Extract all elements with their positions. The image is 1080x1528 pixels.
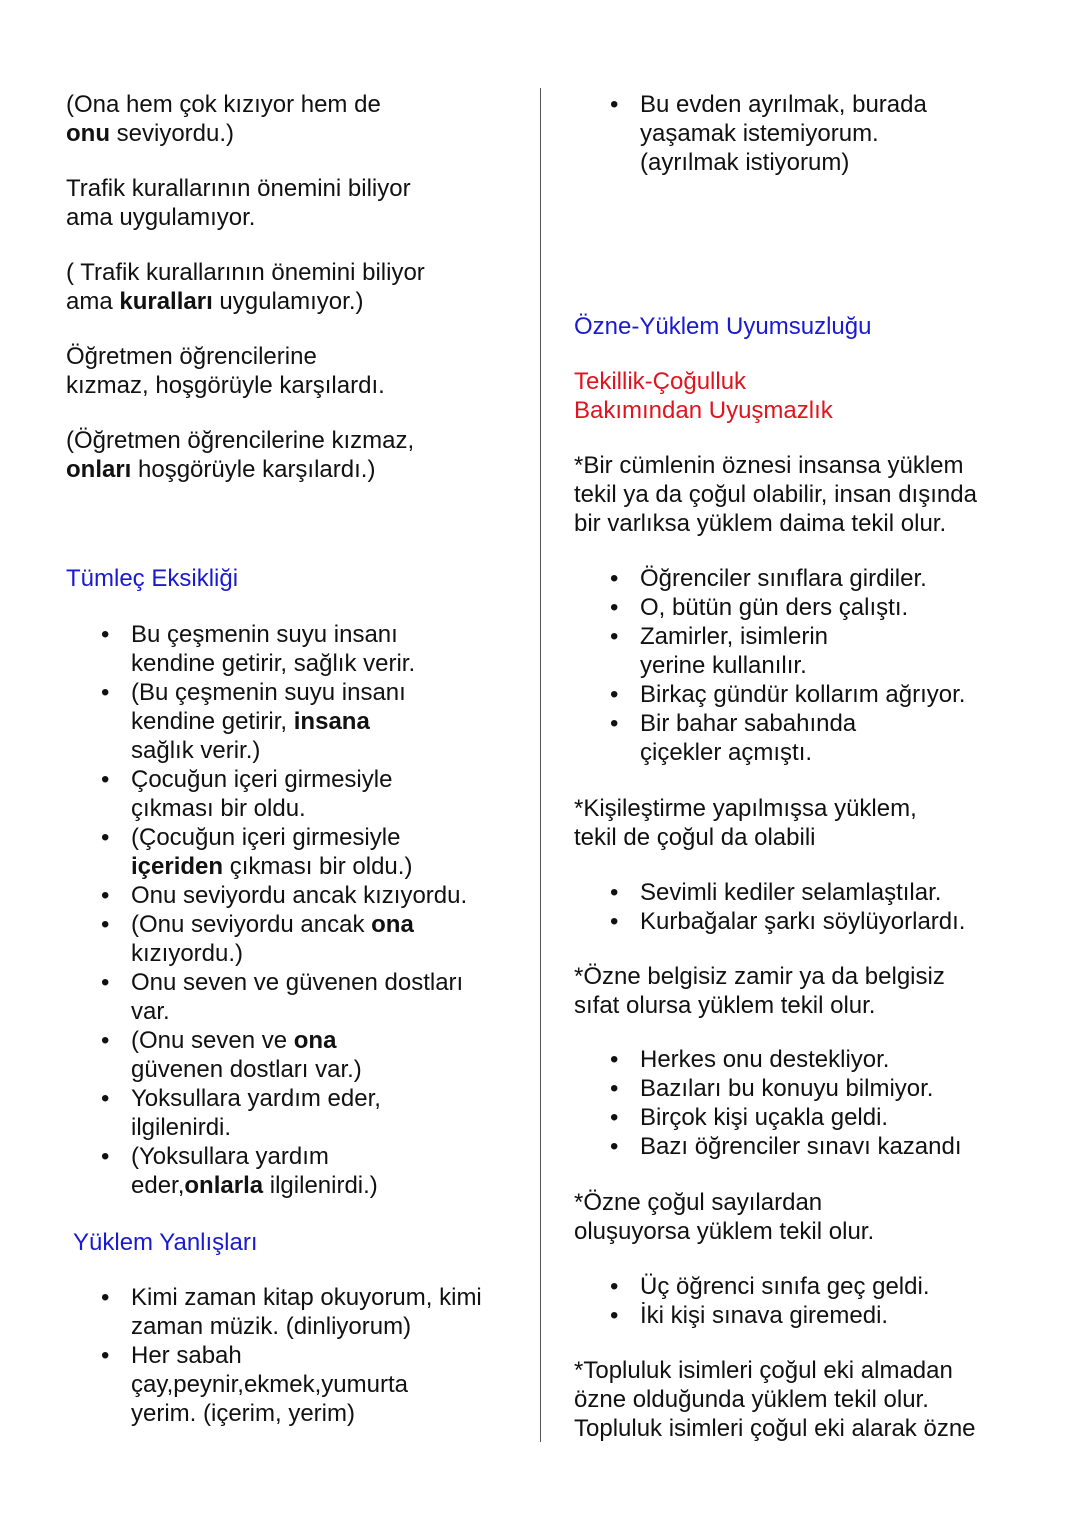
text-line	[640, 1103, 962, 1132]
text-line	[131, 997, 467, 1026]
paragraph	[574, 794, 917, 852]
bullet-icon: •	[101, 824, 110, 851]
text-segment: (Ona hem çok kızıyor hem de	[66, 91, 381, 118]
text-segment: Bu evden ayrılmak, burada	[640, 91, 927, 118]
paragraph	[66, 426, 414, 484]
paragraph	[66, 342, 385, 400]
bullet-list	[101, 620, 468, 1200]
text-segment: yaşamak istemiyorum.	[640, 120, 879, 147]
list-item	[610, 1103, 962, 1132]
text-line	[640, 1074, 962, 1103]
text-segment: *Özne çoğul sayılardan	[574, 1189, 823, 1216]
list-item	[610, 709, 965, 767]
text-line	[640, 564, 965, 593]
text-segment: Üç öğrenci sınıfa geç geldi.	[640, 1273, 930, 1300]
text-segment: Bu çeşmenin suyu insanı	[131, 621, 398, 648]
text-line	[640, 907, 965, 936]
text-line	[574, 1356, 976, 1385]
list-item	[101, 1341, 482, 1428]
text-line	[131, 852, 467, 881]
text-segment: tekil de çoğul da olabili	[574, 824, 816, 851]
text-line	[640, 680, 965, 709]
paragraph	[574, 1356, 976, 1443]
text-line	[131, 1113, 467, 1142]
text-segment: sıfat olursa yüklem tekil olur.	[574, 992, 876, 1019]
text-line	[640, 709, 965, 738]
text-segment: çiçekler açmıştı.	[640, 739, 813, 766]
text-line	[66, 564, 238, 593]
bullet-icon: •	[101, 679, 110, 706]
section-heading	[574, 367, 833, 425]
bold-text: ona	[293, 1027, 337, 1054]
bullet-icon: •	[101, 1143, 110, 1170]
text-line	[66, 119, 381, 148]
text-line	[131, 823, 467, 852]
text-segment: Zamirler, isimlerin	[640, 623, 829, 650]
text-line	[131, 939, 467, 968]
text-segment: (Bu çeşmenin suyu insanı	[131, 679, 406, 706]
text-segment: Bazıları bu konuyu bilmiyor.	[640, 1075, 934, 1102]
bullet-list	[610, 1272, 930, 1330]
text-line	[574, 1414, 976, 1443]
text-segment: Tümleç Eksikliği	[66, 565, 239, 592]
text-line	[73, 1228, 258, 1257]
text-line	[66, 426, 414, 455]
text-line	[640, 1301, 930, 1330]
text-line	[66, 203, 411, 232]
text-line	[131, 1084, 467, 1113]
text-segment: (Öğretmen öğrencilerine kızmaz,	[66, 427, 415, 454]
bullet-icon: •	[610, 1075, 619, 1102]
text-line	[574, 451, 977, 480]
text-line	[131, 968, 467, 997]
text-line	[131, 1370, 482, 1399]
text-segment: Özne-Yüklem Uyumsuzluğu	[574, 313, 872, 340]
text-line	[131, 707, 467, 736]
text-segment: yerim. (içerim, yerim)	[131, 1400, 355, 1427]
bullet-icon: •	[101, 1027, 110, 1054]
bold-text: ona	[371, 911, 414, 938]
text-segment: (Çocuğun içeri girmesiyle	[131, 824, 401, 851]
bullet-icon: •	[610, 1046, 619, 1073]
text-line	[574, 794, 917, 823]
text-segment: *Özne belgisiz zamir ya da belgisiz	[574, 963, 945, 990]
text-segment: kendine getirir, sağlık verir.	[131, 650, 416, 677]
paragraph	[574, 451, 977, 538]
text-segment: çıkması bir oldu.)	[223, 853, 413, 880]
text-segment: tekil ya da çoğul olabilir, insan dışında	[574, 481, 977, 508]
text-line	[574, 509, 977, 538]
bullet-icon: •	[610, 908, 619, 935]
bullet-icon: •	[610, 1273, 619, 1300]
list-item	[101, 910, 467, 968]
text-segment: Herkes onu destekliyor.	[640, 1046, 890, 1073]
text-line	[131, 765, 467, 794]
text-line	[640, 1132, 962, 1161]
list-item	[610, 593, 965, 622]
text-line	[574, 480, 977, 509]
text-segment: Bazı öğrenciler sınavı kazandı	[640, 1133, 962, 1160]
list-item	[101, 1084, 467, 1142]
text-line	[66, 90, 381, 119]
bullet-icon: •	[610, 594, 619, 621]
text-line	[574, 962, 945, 991]
list-item	[101, 1026, 467, 1084]
text-segment: Birkaç gündür kollarım ağrıyor.	[640, 681, 966, 708]
text-segment: Topluluk isimleri çoğul eki alarak özne	[574, 1415, 976, 1442]
text-segment: kendine getirir,	[131, 708, 294, 735]
list-item	[101, 678, 467, 765]
text-line	[131, 1312, 482, 1341]
text-line	[640, 1272, 930, 1301]
bold-text: insana	[293, 708, 370, 735]
bullet-icon: •	[101, 969, 110, 996]
bold-text: içeriden	[131, 853, 224, 880]
column-divider	[540, 88, 541, 1442]
text-segment: bir varlıksa yüklem daima tekil olur.	[574, 510, 947, 537]
text-segment: çay,peynir,ekmek,yumurta	[131, 1371, 408, 1398]
list-item	[610, 1132, 962, 1161]
list-item	[610, 622, 965, 680]
text-segment: var.	[131, 998, 170, 1025]
list-item	[101, 881, 468, 910]
text-segment: (Onu seviyordu ancak	[131, 911, 372, 938]
text-segment: *Bir cümlenin öznesi insansa yüklem	[574, 452, 964, 479]
text-line	[574, 1188, 874, 1217]
text-line	[574, 367, 833, 396]
bold-text: kuralları	[119, 288, 213, 315]
text-segment: O, bütün gün ders çalıştı.	[640, 594, 909, 621]
bullet-icon: •	[610, 1104, 619, 1131]
text-line	[574, 1385, 976, 1414]
text-segment: ilgilenirdi.)	[263, 1172, 378, 1199]
text-line	[640, 119, 927, 148]
bullet-icon: •	[610, 710, 619, 737]
list-item	[610, 1045, 962, 1074]
list-item	[101, 823, 467, 881]
bullet-list	[101, 1283, 482, 1428]
text-line	[131, 1283, 482, 1312]
list-item	[101, 765, 467, 823]
bullet-icon: •	[101, 911, 110, 938]
text-line	[131, 649, 467, 678]
text-segment: hoşgörüyle karşılardı.)	[131, 456, 376, 483]
section-heading	[73, 1228, 258, 1257]
text-line	[131, 1171, 467, 1200]
text-line	[131, 794, 467, 823]
bullet-icon: •	[610, 623, 619, 650]
text-segment: Kurbağalar şarkı söylüyorlardı.	[640, 908, 966, 935]
text-line	[131, 620, 467, 649]
text-line	[574, 991, 945, 1020]
text-segment: çıkması bir oldu.	[131, 795, 306, 822]
bullet-icon: •	[610, 1133, 619, 1160]
bullet-icon: •	[101, 766, 110, 793]
text-line	[640, 593, 965, 622]
text-line	[131, 910, 467, 939]
paragraph	[574, 962, 945, 1020]
text-segment: Kimi zaman kitap okuyorum, kimi	[131, 1284, 482, 1311]
list-item	[101, 620, 467, 678]
bullet-list	[610, 90, 927, 177]
text-segment: Tekillik-Çoğulluk	[574, 368, 747, 395]
text-segment: eder,	[131, 1172, 185, 1199]
list-item	[101, 1283, 482, 1341]
list-item	[610, 680, 966, 709]
bullet-list	[610, 878, 966, 936]
list-item	[610, 1301, 930, 1330]
text-segment: Bakımından Uyuşmazlık	[574, 397, 833, 424]
text-segment: Bir bahar sabahında	[640, 710, 857, 737]
text-segment: kızmaz, hoşgörüyle karşılardı.	[66, 372, 385, 399]
paragraph	[574, 1188, 874, 1246]
text-line	[131, 1399, 482, 1428]
text-segment: sağlık verir.)	[131, 737, 261, 764]
text-segment: yerine kullanılır.	[640, 652, 807, 679]
bullet-icon: •	[610, 681, 619, 708]
paragraph	[66, 174, 411, 232]
text-segment: Yoksullara yardım eder,	[131, 1085, 381, 1112]
text-line	[66, 455, 414, 484]
text-segment: (Onu seven ve	[131, 1027, 294, 1054]
text-line	[131, 1142, 467, 1171]
text-segment: ( Trafik kurallarının önemini biliyor	[66, 259, 425, 286]
list-item	[101, 1142, 467, 1200]
text-segment: Onu seven ve güvenen dostları	[131, 969, 464, 996]
text-segment: Öğrenciler sınıflara girdiler.	[640, 565, 927, 592]
text-line	[66, 174, 411, 203]
bold-text: onu	[66, 120, 110, 147]
list-item	[610, 1272, 930, 1301]
list-item	[610, 907, 966, 936]
text-segment: Sevimli kediler selamlaştılar.	[640, 879, 942, 906]
bullet-icon: •	[101, 1085, 110, 1112]
bullet-list	[610, 564, 966, 767]
text-line	[640, 622, 965, 651]
text-segment: Her sabah	[131, 1342, 242, 1369]
section-heading	[66, 564, 238, 593]
text-segment: (Yoksullara yardım	[131, 1143, 329, 1170]
text-segment: (ayrılmak istiyorum)	[640, 149, 850, 176]
bullet-icon: •	[101, 1284, 110, 1311]
list-item	[610, 1074, 962, 1103]
text-segment: ilgilenirdi.	[131, 1114, 232, 1141]
text-line	[640, 651, 965, 680]
text-line	[66, 258, 425, 287]
text-segment: İki kişi sınava giremedi.	[640, 1302, 889, 1329]
bullet-icon: •	[101, 882, 110, 909]
text-line	[574, 1217, 874, 1246]
bullet-icon: •	[610, 91, 619, 118]
text-segment: ama	[66, 288, 120, 315]
text-segment: özne olduğunda yüklem tekil olur.	[574, 1386, 929, 1413]
text-segment: Birçok kişi uçakla geldi.	[640, 1104, 889, 1131]
text-segment: *Kişileştirme yapılmışsa yüklem,	[574, 795, 917, 822]
text-line	[66, 371, 385, 400]
text-segment: Çocuğun içeri girmesiyle	[131, 766, 393, 793]
text-line	[131, 1341, 482, 1370]
text-line	[574, 396, 833, 425]
text-segment: uygulamıyor.)	[212, 288, 364, 315]
list-item	[610, 564, 965, 593]
text-line	[131, 1026, 467, 1055]
bullet-icon: •	[101, 1342, 110, 1369]
text-segment: oluşuyorsa yüklem tekil olur.	[574, 1218, 875, 1245]
text-line	[640, 878, 965, 907]
text-line	[640, 738, 965, 767]
text-line	[66, 342, 385, 371]
bullet-icon: •	[101, 621, 110, 648]
text-segment: güvenen dostları var.)	[131, 1056, 362, 1083]
bold-text: onlarla	[184, 1172, 264, 1199]
text-line	[640, 148, 927, 177]
text-segment: Onu seviyordu ancak kızıyordu.	[131, 882, 468, 909]
text-line	[640, 90, 927, 119]
bullet-icon: •	[610, 565, 619, 592]
list-item	[101, 968, 467, 1026]
text-segment: Yüklem Yanlışları	[73, 1229, 258, 1256]
text-segment: Öğretmen öğrencilerine	[66, 343, 317, 370]
text-line	[574, 312, 871, 341]
paragraph	[66, 90, 381, 148]
text-segment: zaman müzik. (dinliyorum)	[131, 1313, 412, 1340]
text-line	[131, 881, 467, 910]
list-item	[610, 90, 927, 177]
text-line	[640, 1045, 962, 1074]
text-line	[131, 1055, 467, 1084]
text-segment: Trafik kurallarının önemini biliyor	[66, 175, 411, 202]
text-line	[131, 736, 467, 765]
list-item	[610, 878, 965, 907]
bullet-icon: •	[610, 1302, 619, 1329]
text-line	[574, 823, 917, 852]
section-heading	[574, 312, 871, 341]
text-segment: seviyordu.)	[109, 120, 235, 147]
bold-text: onları	[66, 456, 132, 483]
bullet-list	[610, 1045, 962, 1161]
text-segment: ama uygulamıyor.	[66, 204, 256, 231]
paragraph	[66, 258, 425, 316]
text-segment: *Topluluk isimleri çoğul eki almadan	[574, 1357, 953, 1384]
text-segment: kızıyordu.)	[131, 940, 244, 967]
text-line	[131, 678, 467, 707]
text-line	[66, 287, 425, 316]
bullet-icon: •	[610, 879, 619, 906]
